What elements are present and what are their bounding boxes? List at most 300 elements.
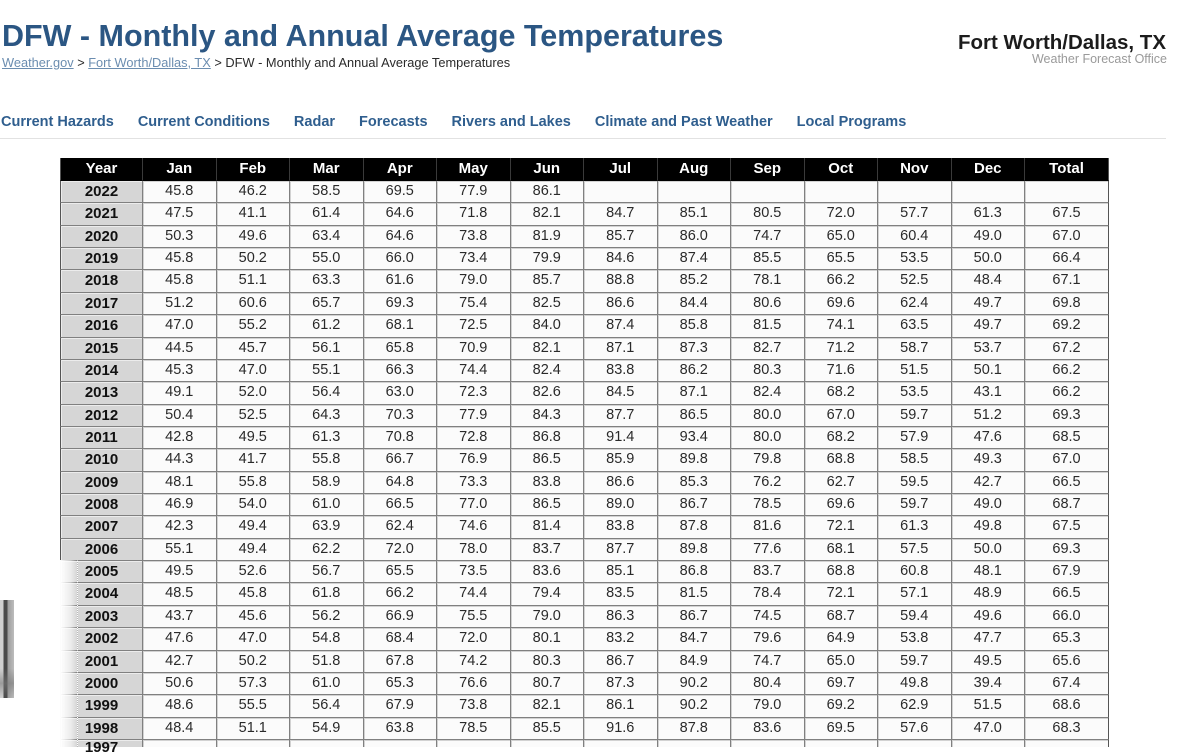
month-value-cell: 83.2: [584, 628, 658, 650]
month-value-cell: 62.2: [290, 539, 364, 561]
month-value-cell: [658, 181, 732, 203]
month-value-cell: 45.3: [143, 360, 217, 382]
month-value-cell: 69.5: [805, 718, 879, 740]
month-value-cell: 39.4: [952, 673, 1026, 695]
month-value-cell-cut-off: [511, 740, 585, 747]
month-value-cell: 50.4: [143, 405, 217, 427]
month-value-cell-cut-off: [364, 740, 438, 747]
month-value-cell: 71.2: [805, 338, 879, 360]
month-value-cell: 68.2: [805, 427, 879, 449]
breadcrumb: [2, 55, 510, 70]
month-value-cell: 51.2: [952, 405, 1026, 427]
month-value-cell: [584, 181, 658, 203]
month-value-cell-cut-off: [290, 740, 364, 747]
month-value-cell: 57.1: [878, 583, 952, 605]
month-value-cell: 75.5: [437, 606, 511, 628]
month-value-cell: 41.7: [217, 449, 291, 471]
month-value-cell: 81.5: [731, 315, 805, 337]
month-value-cell: 75.4: [437, 293, 511, 315]
column-header-year: Year: [60, 158, 143, 181]
month-value-cell: 42.3: [143, 516, 217, 538]
column-header-feb: Feb: [217, 158, 291, 181]
month-value-cell: 52.5: [217, 405, 291, 427]
month-value-cell: 80.3: [511, 651, 585, 673]
month-value-cell: 63.9: [290, 516, 364, 538]
office-subtitle: Weather Forecast Office: [1031, 52, 1167, 66]
annual-total-cell: 67.5: [1025, 516, 1109, 538]
month-value-cell: 47.0: [143, 315, 217, 337]
month-value-cell: 72.0: [437, 628, 511, 650]
column-header-jun: Jun: [511, 158, 585, 181]
month-value-cell: 70.8: [364, 427, 438, 449]
month-value-cell: 63.3: [290, 270, 364, 292]
breadcrumb-link-home[interactable]: Weather.gov: [2, 55, 74, 70]
month-value-cell: 66.2: [805, 270, 879, 292]
table-row: [60, 673, 1109, 695]
year-cell: 2016: [60, 315, 143, 337]
month-value-cell: 82.1: [511, 203, 585, 225]
month-value-cell: 86.6: [584, 293, 658, 315]
month-value-cell: 86.5: [511, 494, 585, 516]
column-header-sep: Sep: [731, 158, 805, 181]
month-value-cell: 64.3: [290, 405, 364, 427]
month-value-cell: 65.5: [805, 248, 879, 270]
table-row: [60, 226, 1109, 248]
month-value-cell: 61.3: [878, 516, 952, 538]
month-value-cell-cut-off: [731, 740, 805, 747]
year-cell: 1998: [60, 718, 143, 740]
year-cell: 2006: [60, 539, 143, 561]
month-value-cell: 45.8: [143, 248, 217, 270]
month-value-cell: 49.0: [952, 226, 1026, 248]
month-value-cell: 69.3: [364, 293, 438, 315]
annual-total-cell: 69.2: [1025, 315, 1109, 337]
month-value-cell: 42.8: [143, 427, 217, 449]
month-value-cell: 49.5: [143, 561, 217, 583]
month-value-cell: 87.3: [658, 338, 732, 360]
annual-total-cell: 69.8: [1025, 293, 1109, 315]
month-value-cell: 49.5: [952, 651, 1026, 673]
month-value-cell: 86.8: [658, 561, 732, 583]
table-row: [60, 449, 1109, 471]
nav-item-radar[interactable]: Radar: [293, 114, 336, 130]
month-value-cell: 52.6: [217, 561, 291, 583]
month-value-cell: 55.2: [217, 315, 291, 337]
month-value-cell: 72.3: [437, 382, 511, 404]
table-row: [60, 315, 1109, 337]
table-row: [60, 583, 1109, 605]
month-value-cell: 85.2: [658, 270, 732, 292]
month-value-cell: 67.8: [364, 651, 438, 673]
month-value-cell: 68.7: [805, 606, 879, 628]
table-row: [60, 628, 1109, 650]
month-value-cell: 74.6: [437, 516, 511, 538]
month-value-cell: 60.4: [878, 226, 952, 248]
month-value-cell: 86.3: [584, 606, 658, 628]
month-value-cell: 55.1: [143, 539, 217, 561]
month-value-cell: 87.4: [584, 315, 658, 337]
month-value-cell: 63.4: [290, 226, 364, 248]
month-value-cell: 56.2: [290, 606, 364, 628]
month-value-cell: 72.0: [364, 539, 438, 561]
month-value-cell: 68.8: [805, 449, 879, 471]
month-value-cell: 58.7: [878, 338, 952, 360]
month-value-cell: 45.8: [143, 270, 217, 292]
month-value-cell: 61.0: [290, 494, 364, 516]
month-value-cell: 66.2: [364, 583, 438, 605]
month-value-cell: 66.3: [364, 360, 438, 382]
month-value-cell: 74.4: [437, 583, 511, 605]
nav-item-current-conditions[interactable]: Current Conditions: [137, 114, 270, 130]
month-value-cell: 86.5: [658, 405, 732, 427]
month-value-cell: 51.1: [217, 718, 291, 740]
month-value-cell: 62.4: [878, 293, 952, 315]
month-value-cell: 85.5: [731, 248, 805, 270]
edge-image-fragment: [0, 600, 14, 698]
year-cell: 2001: [60, 651, 143, 673]
month-value-cell: 72.1: [805, 583, 879, 605]
month-value-cell: 87.7: [584, 539, 658, 561]
month-value-cell: 68.1: [364, 315, 438, 337]
month-value-cell: 73.3: [437, 472, 511, 494]
month-value-cell: 50.3: [143, 226, 217, 248]
month-value-cell: 57.9: [878, 427, 952, 449]
month-value-cell-cut-off: [805, 740, 879, 747]
month-value-cell: 86.7: [658, 606, 732, 628]
month-value-cell: 49.8: [878, 673, 952, 695]
temperature-table: [60, 158, 1109, 756]
month-value-cell: 72.8: [437, 427, 511, 449]
table-row: [60, 539, 1109, 561]
annual-total-cell: 67.9: [1025, 561, 1109, 583]
nav-item-climate-and-past-weather[interactable]: Climate and Past Weather: [594, 114, 773, 130]
breadcrumb-link-office[interactable]: Fort Worth/Dallas, TX: [88, 55, 211, 70]
month-value-cell: 80.0: [731, 405, 805, 427]
month-value-cell: 50.0: [952, 539, 1026, 561]
month-value-cell: 63.8: [364, 718, 438, 740]
month-value-cell: 60.6: [217, 293, 291, 315]
month-value-cell: 78.5: [731, 494, 805, 516]
month-value-cell: 62.9: [878, 695, 952, 717]
table-row: [60, 472, 1109, 494]
table-row: [60, 695, 1109, 717]
month-value-cell: 91.6: [584, 718, 658, 740]
month-value-cell: 77.9: [437, 405, 511, 427]
month-value-cell: 47.6: [143, 628, 217, 650]
office-name[interactable]: Fort Worth/Dallas, TX: [957, 31, 1166, 54]
month-value-cell: 85.7: [584, 226, 658, 248]
year-cell: 2013: [60, 382, 143, 404]
month-value-cell: 82.4: [731, 382, 805, 404]
month-value-cell: 50.0: [952, 248, 1026, 270]
month-value-cell: 87.7: [584, 405, 658, 427]
month-value-cell: 61.6: [364, 270, 438, 292]
month-value-cell: 69.6: [805, 293, 879, 315]
year-cell: 2020: [60, 226, 143, 248]
month-value-cell: 65.7: [290, 293, 364, 315]
month-value-cell: 86.7: [658, 494, 732, 516]
month-value-cell: 80.1: [511, 628, 585, 650]
month-value-cell: 79.6: [731, 628, 805, 650]
month-value-cell: 50.1: [952, 360, 1026, 382]
month-value-cell-cut-off: [437, 740, 511, 747]
month-value-cell: 86.6: [584, 472, 658, 494]
annual-total-cell: 68.3: [1025, 718, 1109, 740]
month-value-cell: 79.4: [511, 583, 585, 605]
nav-item-rivers-and-lakes[interactable]: Rivers and Lakes: [451, 114, 571, 130]
month-value-cell: 68.4: [364, 628, 438, 650]
month-value-cell: 49.7: [952, 293, 1026, 315]
month-value-cell: 51.8: [290, 651, 364, 673]
month-value-cell: 79.8: [731, 449, 805, 471]
month-value-cell: 59.7: [878, 651, 952, 673]
month-value-cell: 81.6: [731, 516, 805, 538]
month-value-cell: 49.7: [952, 315, 1026, 337]
month-value-cell: 76.6: [437, 673, 511, 695]
month-value-cell: 72.5: [437, 315, 511, 337]
column-header-total: Total: [1025, 158, 1109, 181]
month-value-cell: 59.5: [878, 472, 952, 494]
column-header-may: May: [437, 158, 511, 181]
month-value-cell: 76.2: [731, 472, 805, 494]
column-header-oct: Oct: [805, 158, 879, 181]
annual-total-cell: 68.7: [1025, 494, 1109, 516]
month-value-cell-cut-off: [658, 740, 732, 747]
month-value-cell: 86.7: [584, 651, 658, 673]
month-value-cell: 59.4: [878, 606, 952, 628]
month-value-cell: 65.3: [364, 673, 438, 695]
month-value-cell: 87.1: [584, 338, 658, 360]
column-header-nov: Nov: [878, 158, 952, 181]
month-value-cell: 53.5: [878, 382, 952, 404]
annual-total-cell: 67.2: [1025, 338, 1109, 360]
year-cell: 2008: [60, 494, 143, 516]
nav-divider: [0, 138, 1166, 139]
month-value-cell: 87.8: [658, 516, 732, 538]
year-cell: 1997: [60, 740, 143, 747]
month-value-cell: 47.6: [952, 427, 1026, 449]
month-value-cell: 68.1: [805, 539, 879, 561]
month-value-cell: 47.7: [952, 628, 1026, 650]
month-value-cell: 85.5: [511, 718, 585, 740]
month-value-cell: 53.5: [878, 248, 952, 270]
month-value-cell-cut-off: [1025, 740, 1109, 747]
month-value-cell: 69.5: [364, 181, 438, 203]
month-value-cell: 84.6: [584, 248, 658, 270]
breadcrumb-current: DFW - Monthly and Annual Average Temperatures: [225, 55, 511, 70]
table-row: [60, 181, 1109, 203]
month-value-cell: 77.9: [437, 181, 511, 203]
column-header-mar: Mar: [290, 158, 364, 181]
month-value-cell: 90.2: [658, 673, 732, 695]
month-value-cell: 48.1: [143, 472, 217, 494]
month-value-cell: 84.3: [511, 405, 585, 427]
month-value-cell: 57.5: [878, 539, 952, 561]
month-value-cell: 49.6: [952, 606, 1026, 628]
month-value-cell: 66.0: [364, 248, 438, 270]
month-value-cell: 53.8: [878, 628, 952, 650]
month-value-cell: 89.0: [584, 494, 658, 516]
month-value-cell: 84.7: [584, 203, 658, 225]
month-value-cell: 45.8: [217, 583, 291, 605]
month-value-cell: [878, 181, 952, 203]
month-value-cell: 86.5: [511, 449, 585, 471]
month-value-cell: 85.7: [511, 270, 585, 292]
table-row: [60, 494, 1109, 516]
month-value-cell: 82.6: [511, 382, 585, 404]
month-value-cell: 82.1: [511, 338, 585, 360]
month-value-cell: 55.5: [217, 695, 291, 717]
month-value-cell: 49.4: [217, 516, 291, 538]
month-value-cell: 51.5: [878, 360, 952, 382]
month-value-cell-cut-off: [584, 740, 658, 747]
month-value-cell: 89.8: [658, 539, 732, 561]
month-value-cell: 48.6: [143, 695, 217, 717]
month-value-cell: 87.4: [658, 248, 732, 270]
nav-item-local-programs[interactable]: Local Programs: [796, 114, 907, 130]
table-row: [60, 651, 1109, 673]
month-value-cell: 61.4: [290, 203, 364, 225]
month-value-cell: 67.0: [805, 405, 879, 427]
month-value-cell: 87.1: [658, 382, 732, 404]
month-value-cell: 83.5: [584, 583, 658, 605]
month-value-cell: 74.7: [731, 226, 805, 248]
month-value-cell: 78.4: [731, 583, 805, 605]
month-value-cell: 74.2: [437, 651, 511, 673]
annual-total-cell: 68.6: [1025, 695, 1109, 717]
month-value-cell: 48.4: [952, 270, 1026, 292]
month-value-cell: 83.6: [731, 718, 805, 740]
month-value-cell: 48.4: [143, 718, 217, 740]
month-value-cell: 83.8: [584, 360, 658, 382]
month-value-cell: 66.7: [364, 449, 438, 471]
month-value-cell: 69.2: [805, 695, 879, 717]
month-value-cell: 85.9: [584, 449, 658, 471]
annual-total-cell: 66.2: [1025, 360, 1109, 382]
month-value-cell: 83.7: [731, 561, 805, 583]
month-value-cell: 56.4: [290, 382, 364, 404]
table-row: [60, 360, 1109, 382]
month-value-cell: 65.0: [805, 226, 879, 248]
month-value-cell: 49.0: [952, 494, 1026, 516]
annual-total-cell: 67.0: [1025, 449, 1109, 471]
month-value-cell: 64.6: [364, 226, 438, 248]
month-value-cell: 79.0: [511, 606, 585, 628]
month-value-cell: 87.3: [584, 673, 658, 695]
column-header-dec: Dec: [952, 158, 1026, 181]
month-value-cell: 79.0: [731, 695, 805, 717]
month-value-cell: 76.9: [437, 449, 511, 471]
annual-total-cell: 67.0: [1025, 226, 1109, 248]
nav-item-current-hazards[interactable]: Current Hazards: [1, 114, 114, 130]
table-row: [60, 248, 1109, 270]
month-value-cell: 89.8: [658, 449, 732, 471]
month-value-cell: 83.7: [511, 539, 585, 561]
month-value-cell: 51.1: [217, 270, 291, 292]
month-value-cell: 81.5: [658, 583, 732, 605]
table-row: [60, 270, 1109, 292]
month-value-cell: 49.8: [952, 516, 1026, 538]
month-value-cell: 85.3: [658, 472, 732, 494]
month-value-cell: 46.9: [143, 494, 217, 516]
month-value-cell: 78.0: [437, 539, 511, 561]
column-header-jan: Jan: [143, 158, 217, 181]
month-value-cell: 55.8: [290, 449, 364, 471]
month-value-cell: 51.5: [952, 695, 1026, 717]
year-cell: 2000: [60, 673, 143, 695]
table-row: [60, 203, 1109, 225]
year-cell: 2005: [60, 561, 143, 583]
month-value-cell: 49.1: [143, 382, 217, 404]
month-value-cell: 85.8: [658, 315, 732, 337]
month-value-cell: 86.2: [658, 360, 732, 382]
month-value-cell: 86.1: [511, 181, 585, 203]
column-header-apr: Apr: [364, 158, 438, 181]
month-value-cell: 57.7: [878, 203, 952, 225]
month-value-cell: 49.5: [217, 427, 291, 449]
month-value-cell: 61.2: [290, 315, 364, 337]
year-cell: 2022: [60, 181, 143, 203]
year-cell: 2007: [60, 516, 143, 538]
year-cell: 2018: [60, 270, 143, 292]
month-value-cell: 83.6: [511, 561, 585, 583]
month-value-cell: [952, 181, 1026, 203]
month-value-cell: 83.8: [584, 516, 658, 538]
month-value-cell: 50.6: [143, 673, 217, 695]
column-header-jul: Jul: [584, 158, 658, 181]
month-value-cell: 82.5: [511, 293, 585, 315]
month-value-cell: 45.8: [143, 181, 217, 203]
month-value-cell: 65.8: [364, 338, 438, 360]
annual-total-cell: 66.2: [1025, 382, 1109, 404]
month-value-cell: 86.0: [658, 226, 732, 248]
month-value-cell: 80.0: [731, 427, 805, 449]
year-cell: 1999: [60, 695, 143, 717]
page-title: DFW - Monthly and Annual Average Temperatures: [2, 19, 724, 53]
month-value-cell: 84.7: [658, 628, 732, 650]
month-value-cell: 78.5: [437, 718, 511, 740]
year-cell: 2017: [60, 293, 143, 315]
month-value-cell: 55.8: [217, 472, 291, 494]
nav-item-forecasts[interactable]: Forecasts: [359, 114, 428, 130]
annual-total-cell: 67.1: [1025, 270, 1109, 292]
month-value-cell: 71.8: [437, 203, 511, 225]
month-value-cell: 68.8: [805, 561, 879, 583]
breadcrumb-separator: >: [214, 55, 222, 70]
month-value-cell: 80.6: [731, 293, 805, 315]
annual-total-cell: 68.5: [1025, 427, 1109, 449]
month-value-cell: 80.4: [731, 673, 805, 695]
table-header-row: [60, 158, 1109, 181]
month-value-cell: 55.0: [290, 248, 364, 270]
month-value-cell: 69.7: [805, 673, 879, 695]
annual-total-cell: 65.3: [1025, 628, 1109, 650]
month-value-cell: 45.6: [217, 606, 291, 628]
table-row: [60, 718, 1109, 740]
month-value-cell: 86.1: [584, 695, 658, 717]
month-value-cell: 64.6: [364, 203, 438, 225]
month-value-cell-cut-off: [143, 740, 217, 747]
column-header-aug: Aug: [658, 158, 732, 181]
month-value-cell: 73.8: [437, 226, 511, 248]
year-cell: 2019: [60, 248, 143, 270]
month-value-cell: 79.0: [437, 270, 511, 292]
month-value-cell: 66.5: [364, 494, 438, 516]
month-value-cell: 63.5: [878, 315, 952, 337]
breadcrumb-separator: >: [77, 55, 85, 70]
month-value-cell: 52.5: [878, 270, 952, 292]
month-value-cell: 82.4: [511, 360, 585, 382]
